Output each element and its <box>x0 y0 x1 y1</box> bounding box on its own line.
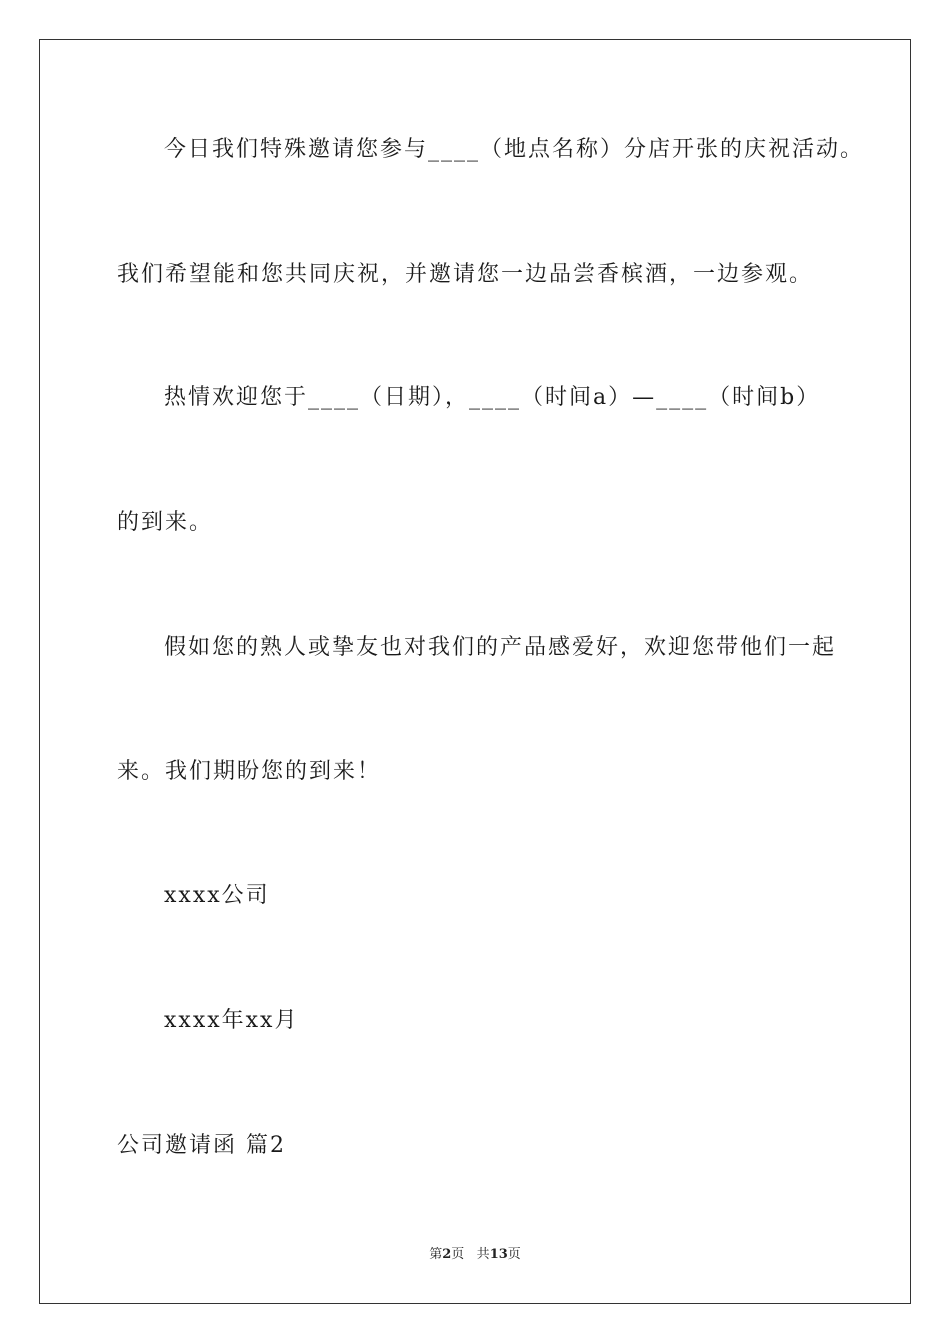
signature-date: xxxx年xx月 <box>164 1008 299 1033</box>
paragraph-invitation-intro: 今日我们特殊邀请您参与____（地点名称）分店开张的庆祝活动。 <box>164 137 865 162</box>
footer-page-prefix: 第 <box>429 1247 443 1262</box>
signature-company: xxxx公司 <box>164 883 270 908</box>
footer-total-prefix: 共 <box>476 1247 490 1262</box>
paragraph-celebration: 我们希望能和您共同庆祝，并邀请您一边品尝香槟酒，一边参观。 <box>117 262 814 287</box>
footer-page-suffix: 页 <box>451 1247 465 1262</box>
paragraph-welcome-time: 热情欢迎您于____（日期），____（时间a）—____（时间b） <box>164 385 821 410</box>
page-border <box>39 39 911 1304</box>
footer-total-pages: 13 <box>489 1247 508 1262</box>
page-footer <box>0 1246 950 1264</box>
section-heading: 公司邀请函 篇2 <box>117 1133 286 1158</box>
paragraph-bring-friends: 假如您的熟人或挚友也对我们的产品感爱好，欢迎您带他们一起 <box>164 635 837 660</box>
footer-total-suffix: 页 <box>507 1247 521 1262</box>
footer-page-number: 2 <box>442 1247 452 1262</box>
paragraph-bring-friends-cont: 来。我们期盼您的到来！ <box>117 759 382 784</box>
paragraph-welcome-time-cont: 的到来。 <box>117 510 214 535</box>
